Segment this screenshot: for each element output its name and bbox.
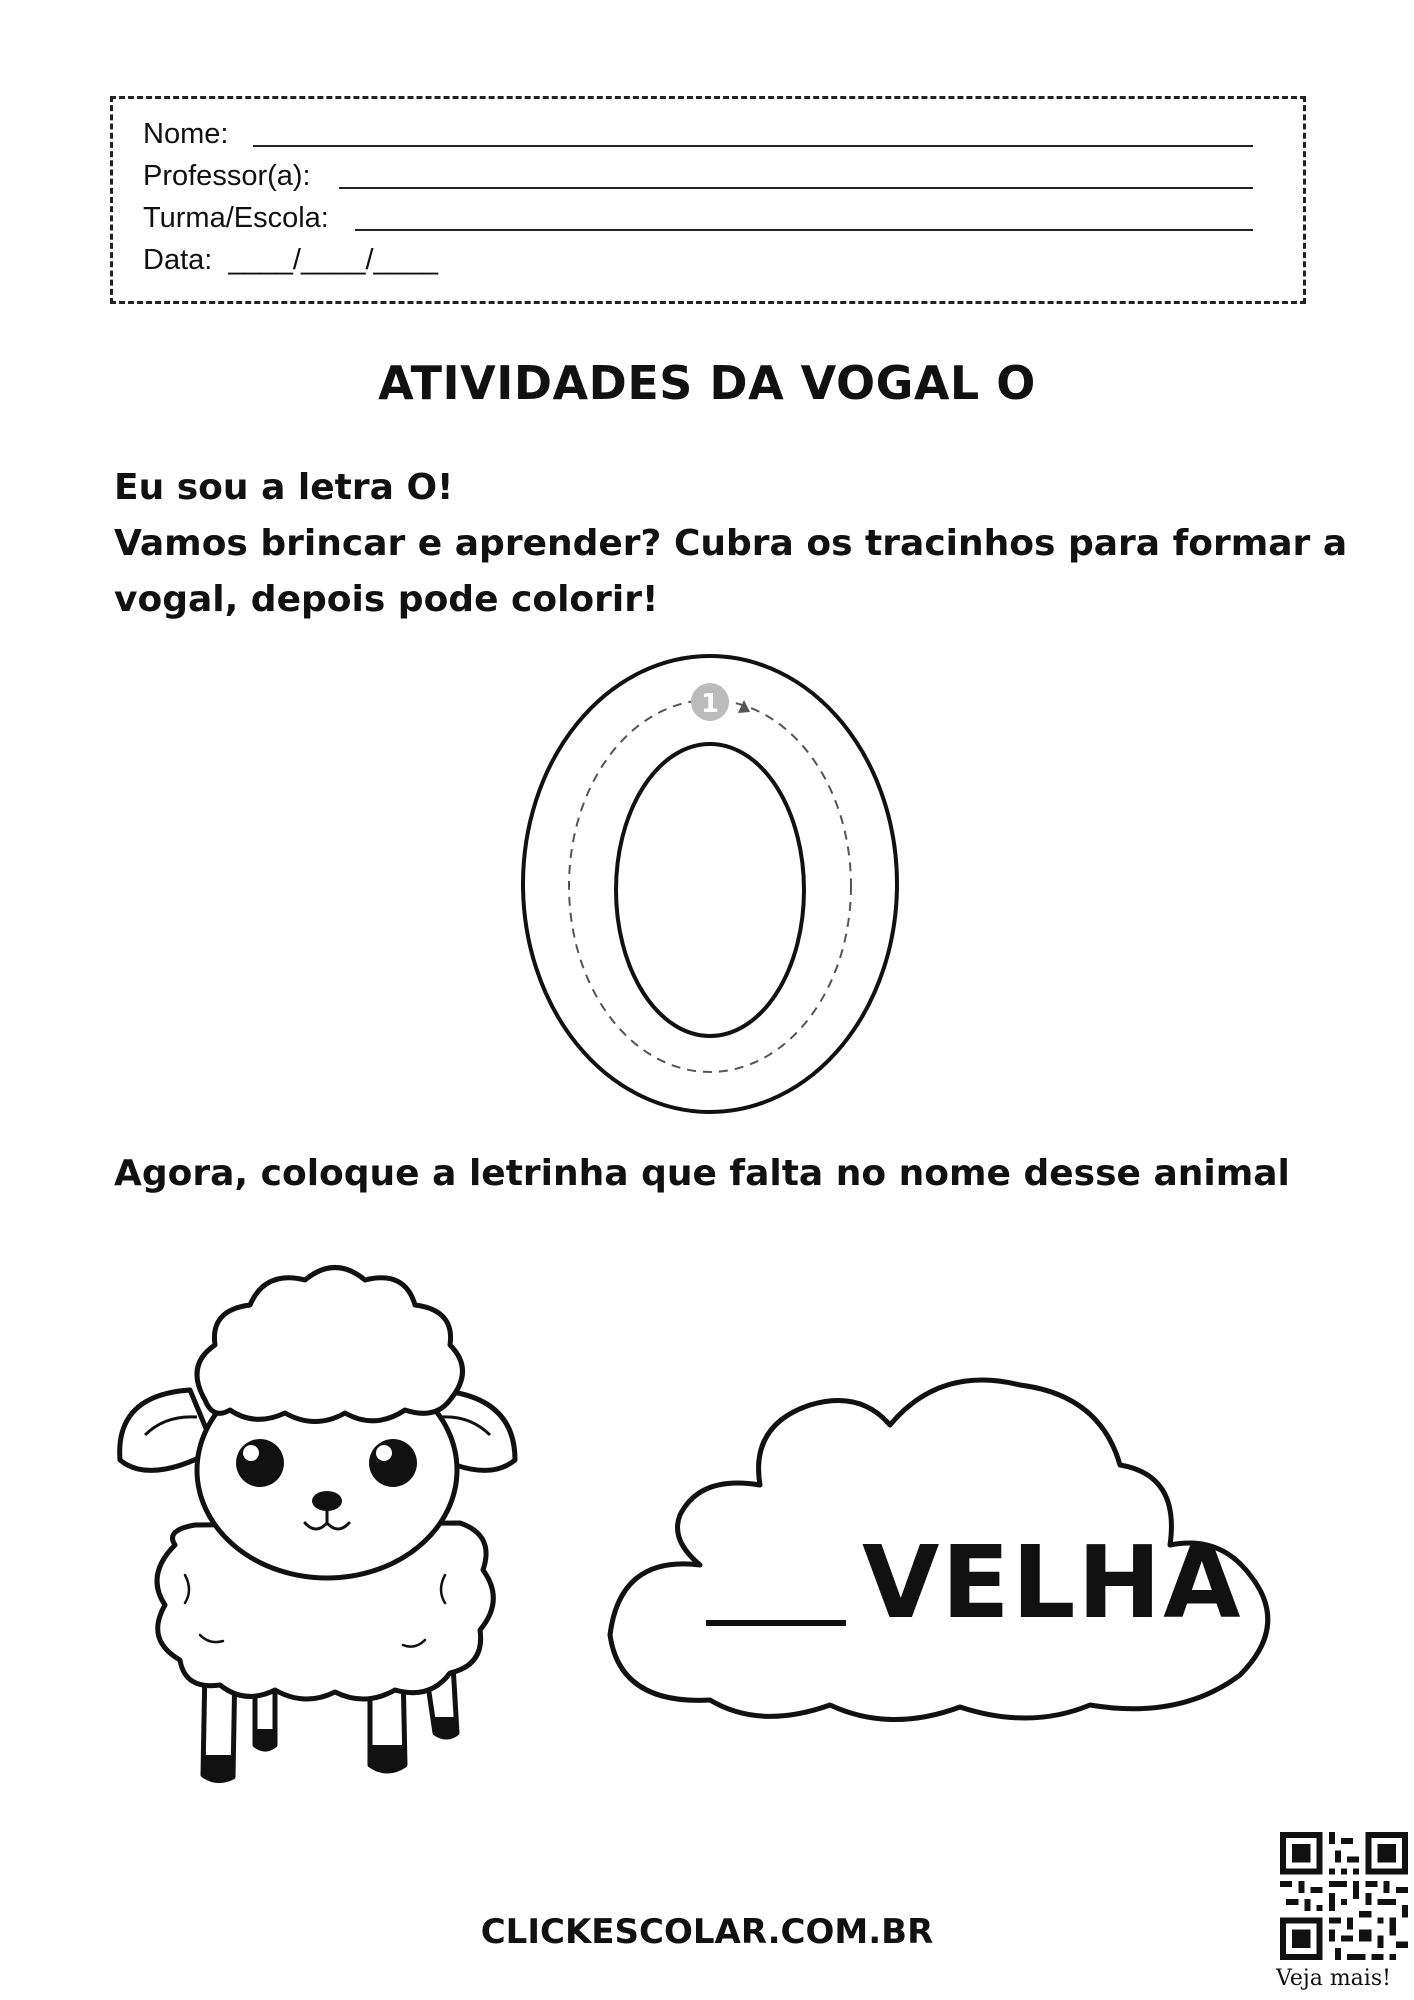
exercise-prompt: Agora, coloque a letrinha que falta no nome desse animal [114, 1153, 1290, 1194]
class-label: Turma/Escola: [143, 202, 329, 234]
sheep-hoof-2 [255, 1729, 275, 1749]
sheep-hoof-1 [203, 1755, 233, 1783]
sheep-nose [312, 1491, 342, 1511]
teacher-line [339, 187, 1253, 189]
instruction-line-2: Vamos brincar e aprender? Cubra os tracinhos para formar a [114, 523, 1348, 564]
teacher-label: Professor(a): [143, 160, 311, 192]
animal-word: VELHA [862, 1524, 1243, 1641]
student-info-box [110, 96, 1306, 304]
letter-o-inner-outline [616, 744, 804, 1036]
instructions [114, 460, 1347, 628]
date-field[interactable] [143, 243, 438, 277]
name-line [253, 145, 1253, 147]
exercise-prompt-block [114, 1146, 1290, 1202]
sheep-hoof-3 [370, 1745, 405, 1771]
instruction-line-1: Eu sou a letra O! [114, 467, 454, 508]
teacher-field[interactable] [143, 159, 311, 193]
sheep-left-eye [236, 1439, 284, 1487]
letter-o-tracing [500, 650, 920, 1120]
class-field[interactable] [143, 201, 329, 235]
sheep-right-eye [369, 1439, 417, 1487]
missing-letter-blank[interactable] [706, 1620, 846, 1626]
sheep-left-eye-shine [243, 1445, 259, 1461]
sheep-right-eye-shine [376, 1445, 392, 1461]
step-number: 1 [700, 689, 720, 719]
qr-label: Veja mais! [1276, 1966, 1391, 1991]
sheep-illustration [105, 1245, 555, 1805]
name-label: Nome: [143, 118, 229, 150]
instruction-line-3: vogal, depois pode colorir! [114, 579, 659, 620]
page-title: ATIVIDADES DA VOGAL O [378, 356, 1036, 410]
date-placeholder: ____/____/____ [228, 244, 439, 276]
date-label: Data: [143, 244, 213, 276]
sheep-wool-tuft [197, 1268, 463, 1422]
website-footer: CLICKESCOLAR.COM.BR [480, 1912, 934, 1952]
class-line [355, 229, 1253, 231]
sheep-hoof-4 [433, 1717, 457, 1737]
qr-code-icon[interactable] [1280, 1832, 1408, 1960]
name-field[interactable] [143, 117, 228, 151]
